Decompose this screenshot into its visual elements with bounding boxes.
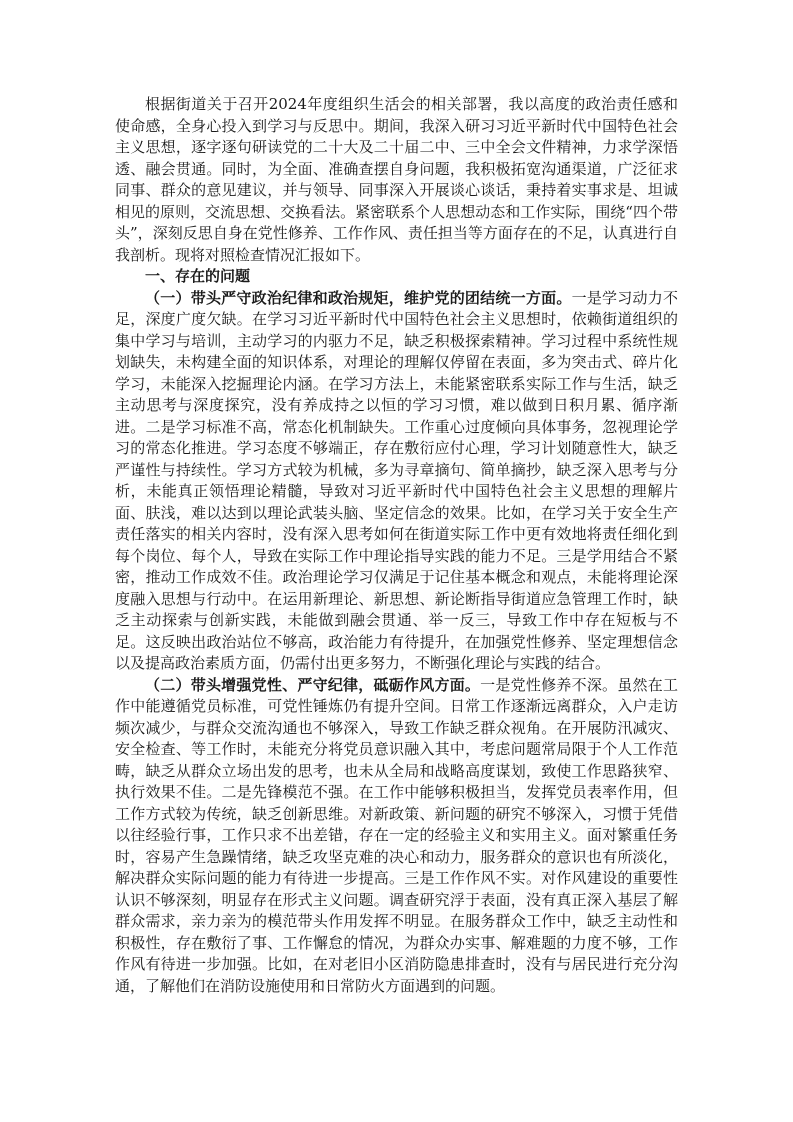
subsection-1-paragraph [115, 288, 678, 675]
document-page [115, 94, 678, 997]
subsection-1-heading: （一）带头严守政治纪律和政治规矩，维护党的团结统一方面。 [145, 288, 572, 307]
subsection-2-text: 一是党性修养不深。虽然在工作中能遵循党员标准，可党性锤炼仍有提升空间。日常工作逐渐远离群众，入户走访频次减少，与群众交流沟通也不够深入，导致工作缺乏群众视角。在开展防汛减灾、安全检查、等工作时，未能充分将党员意识融入其中，考虑问题常局限于个人工作范畴，缺乏从群众立场出发的思考，也未从全局和战略高度谋划，致使工作思路狭窄、执行效果不佳。二是先锋模范不强。在工作中能够积极担当，发挥党员表率作用，但工作方式较为传统，缺乏创新思维。对新政策、新问题的研究不够深入，习惯于凭借以往经验行事，工作只求不出差错，存在一定的经验主义和实用主义。面对繁重任务时，容易产生急躁情绪，缺乏攻坚克难的决心和动力，服务群众的意识也有所淡化，解决群众实际问题的能力有待进一步提高。三是工作作风不实。对作风建设的重要性认识不够深刻，明显存在形式主义问题。调查研究浮于表面，没有真正深入基层了解群众需求，亲力亲为的模范带头作用发挥不明显。在服务群众工作中，缺乏主动性和积极性，存在敷衍了事、工作懈怠的情况，为群众办实事、解难题的力度不够，工作作风有待进一步加强。比如，在对老旧小区消防隐患排查时，没有与居民进行充分沟通，了解他们在消防设施使用和日常防火方面遇到的问题。 [115, 675, 678, 995]
subsection-2-paragraph [115, 675, 678, 998]
section-heading-problems: 一、存在的问题 [145, 267, 251, 285]
intro-paragraph: 根据街道关于召开2024年度组织生活会的相关部署，我以高度的政治责任感和使命感，全身心投入到学习与反思中。期间，我深入研习习近平新时代中国特色社会主义思想，逐字逐句研读党的二十大及二十届二中、三中全会文件精神，力求学深悟透、融会贯通。同时，为全面、准确查摆自身问题，我积极拓宽沟通渠道，广泛征求同事、群众的意见建议，并与领导、同事深入开展谈心谈话，秉持着实事求是、坦诚相见的原则，交流思想、交换看法。紧密联系个人思想动态和工作实际，围绕“四个带头”，深刻反思自身在党性修养、工作作风、责任担当等方面存在的不足，认真进行自我剖析。现将对照检查情况汇报如下。 [115, 95, 678, 264]
subsection-1-text: 一是学习动力不足，深度广度欠缺。在学习习近平新时代中国特色社会主义思想时，依赖街道组织的集中学习与培训，主动学习的内驱力不足，缺乏积极探索精神。学习过程中系统性规划缺失，未构建全面的知识体系，对理论的理解仅停留在表面，多为突击式、碎片化学习，未能深入挖掘理论内涵。在学习方法上，未能紧密联系实际工作与生活，缺乏主动思考与深度探究，没有养成持之以恒的学习习惯，难以做到日积月累、循序渐进。二是学习标准不高，常态化机制缺失。工作重心过度倾向具体事务，忽视理论学习的常态化推进。学习态度不够端正，存在敷衍应付心理，学习计划随意性大，缺乏严谨性与持续性。学习方式较为机械，多为寻章摘句、简单摘抄，缺乏深入思考与分析，未能真正领悟理论精髓，导致对习近平新时代中国特色社会主义思想的理解片面、肤浅，难以达到以理论武装头脑、坚定信念的效果。比如，在学习关于安全生产责任落实的相关内容时，没有深入思考如何在街道实际工作中更有效地将责任细化到每个岗位、每个人，导致在实际工作中理论指导实践的能力不足。三是学用结合不紧密，推动工作成效不佳。政治理论学习仅满足于记住基本概念和观点，未能将理论深度融入思想与行动中。在运用新理论、新思想、新论断指导街道应急管理工作时，缺乏主动探索与创新实践，未能做到融会贯通、举一反三，导致工作中存在短板与不足。这反映出政治站位不够高，政治能力有待提升，在加强党性修养、坚定理想信念以及提高政治素质方面，仍需付出更多努力，不断强化理论与实践的结合。 [115, 288, 678, 672]
subsection-2-heading: （二）带头增强党性、严守纪律，砥砺作风方面。 [145, 675, 481, 694]
